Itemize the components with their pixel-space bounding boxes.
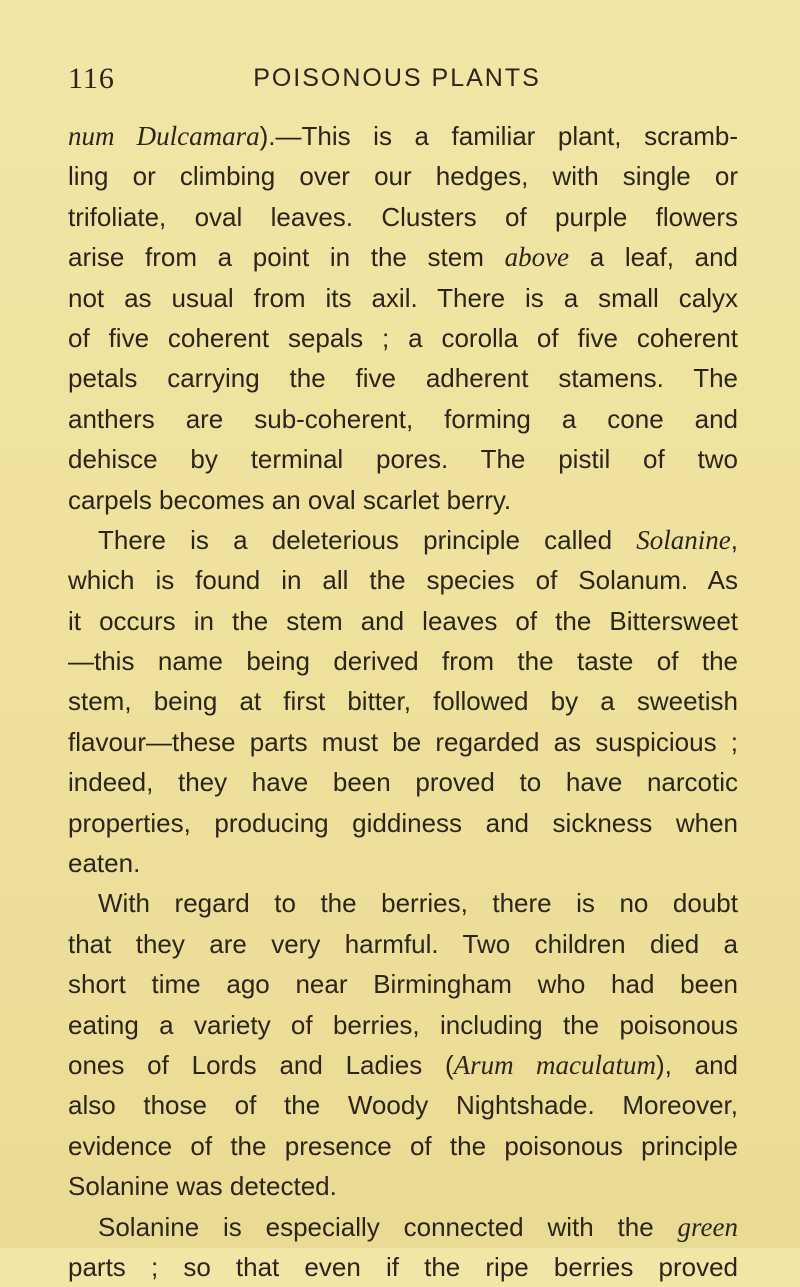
text-run: ).—This is a familiar plant, scramb- — [259, 121, 738, 151]
text-line — [68, 843, 738, 883]
text-line — [68, 358, 738, 398]
text-run: properties, producing giddiness and sickness when — [68, 807, 738, 838]
text-run: which is found in all the species of Solanum. As — [68, 565, 738, 596]
text-line — [68, 1126, 738, 1166]
text-line — [68, 681, 738, 721]
text-line — [68, 237, 738, 277]
text-line — [68, 924, 738, 964]
text-line — [68, 116, 738, 156]
text-run: carpels becomes an oval scarlet berry. — [68, 484, 512, 515]
italic-text: green — [677, 1211, 738, 1242]
text-line — [68, 156, 738, 196]
text-run: that they are very harmful. Two children died a — [68, 928, 738, 959]
text-run: also those of the Woody Nightshade. Moreover, — [68, 1090, 738, 1121]
text-run: eaten. — [68, 848, 141, 879]
text-line — [68, 197, 738, 237]
text-run: —this name being derived from the taste of the — [68, 646, 738, 677]
italic-text: Solanine — [636, 524, 731, 555]
text-line — [68, 722, 738, 762]
text-run: With regard to the berries, there is no doubt — [98, 888, 738, 919]
text-run: petals carrying the five adherent stamens. The — [68, 363, 738, 394]
text-line — [68, 1085, 738, 1125]
text-run: , — [730, 524, 738, 555]
text-line — [68, 278, 738, 318]
text-line — [68, 439, 738, 479]
text-run: arise from a point in the stem — [68, 242, 505, 273]
text-line — [68, 480, 738, 520]
text-run: it occurs in the stem and leaves of the Bittersweet — [68, 605, 738, 636]
text-run: Solanine is especially connected with the — [98, 1211, 678, 1242]
text-line — [68, 1045, 738, 1085]
text-run: short time ago near Birmingham who had been — [68, 969, 738, 1000]
text-run: a leaf, and — [569, 242, 739, 273]
text-line — [68, 803, 738, 843]
italic-text: above — [504, 242, 570, 273]
text-run: eating a variety of berries, including the poisonous — [68, 1009, 738, 1040]
text-run: ), and — [655, 1049, 738, 1080]
text-line — [68, 883, 738, 923]
text-run: evidence of the presence of the poisonous principle — [68, 1130, 738, 1161]
text-run: trifoliate, oval leaves. Clusters of purple flowers — [68, 201, 738, 232]
text-line — [68, 1207, 738, 1247]
text-line — [68, 762, 738, 802]
text-run: not as usual from its axil. There is a small calyx — [68, 282, 738, 313]
text-line — [68, 641, 738, 681]
text-run: Solanine was detected. — [68, 1171, 337, 1202]
body-text — [68, 116, 738, 1287]
text-run: ling or climbing over our hedges, with single or — [68, 161, 738, 192]
text-line — [68, 1005, 738, 1045]
text-run: flavour—these parts must be regarded as suspicious ; — [68, 726, 738, 757]
text-line — [68, 1166, 738, 1206]
page-number: 116 — [68, 62, 115, 95]
text-run: of five coherent sepals ; a corolla of five coherent — [68, 322, 738, 353]
text-run: dehisce by terminal pores. The pistil of two — [68, 444, 738, 475]
text-run: ones of Lords and Ladies ( — [68, 1049, 454, 1080]
text-line — [68, 601, 738, 641]
text-run: anthers are sub-coherent, forming a cone and — [68, 403, 738, 434]
text-line — [68, 318, 738, 358]
text-line — [68, 1247, 738, 1287]
italic-text: Arum maculatum — [453, 1049, 656, 1080]
page-header — [68, 62, 726, 102]
text-run: stem, being at first bitter, followed by a sweetish — [68, 686, 738, 717]
text-run: There is a deleterious principle called — [98, 524, 637, 555]
text-line — [68, 964, 738, 1004]
text-line — [68, 520, 738, 560]
running-title: POISONOUS PLANTS — [253, 64, 541, 92]
text-line — [68, 560, 738, 600]
text-line — [68, 399, 738, 439]
text-run: indeed, they have been proved to have narcotic — [68, 767, 738, 798]
italic-text: num Dulcamara — [68, 121, 260, 151]
text-run: parts ; so that even if the ripe berries proved — [68, 1251, 738, 1282]
